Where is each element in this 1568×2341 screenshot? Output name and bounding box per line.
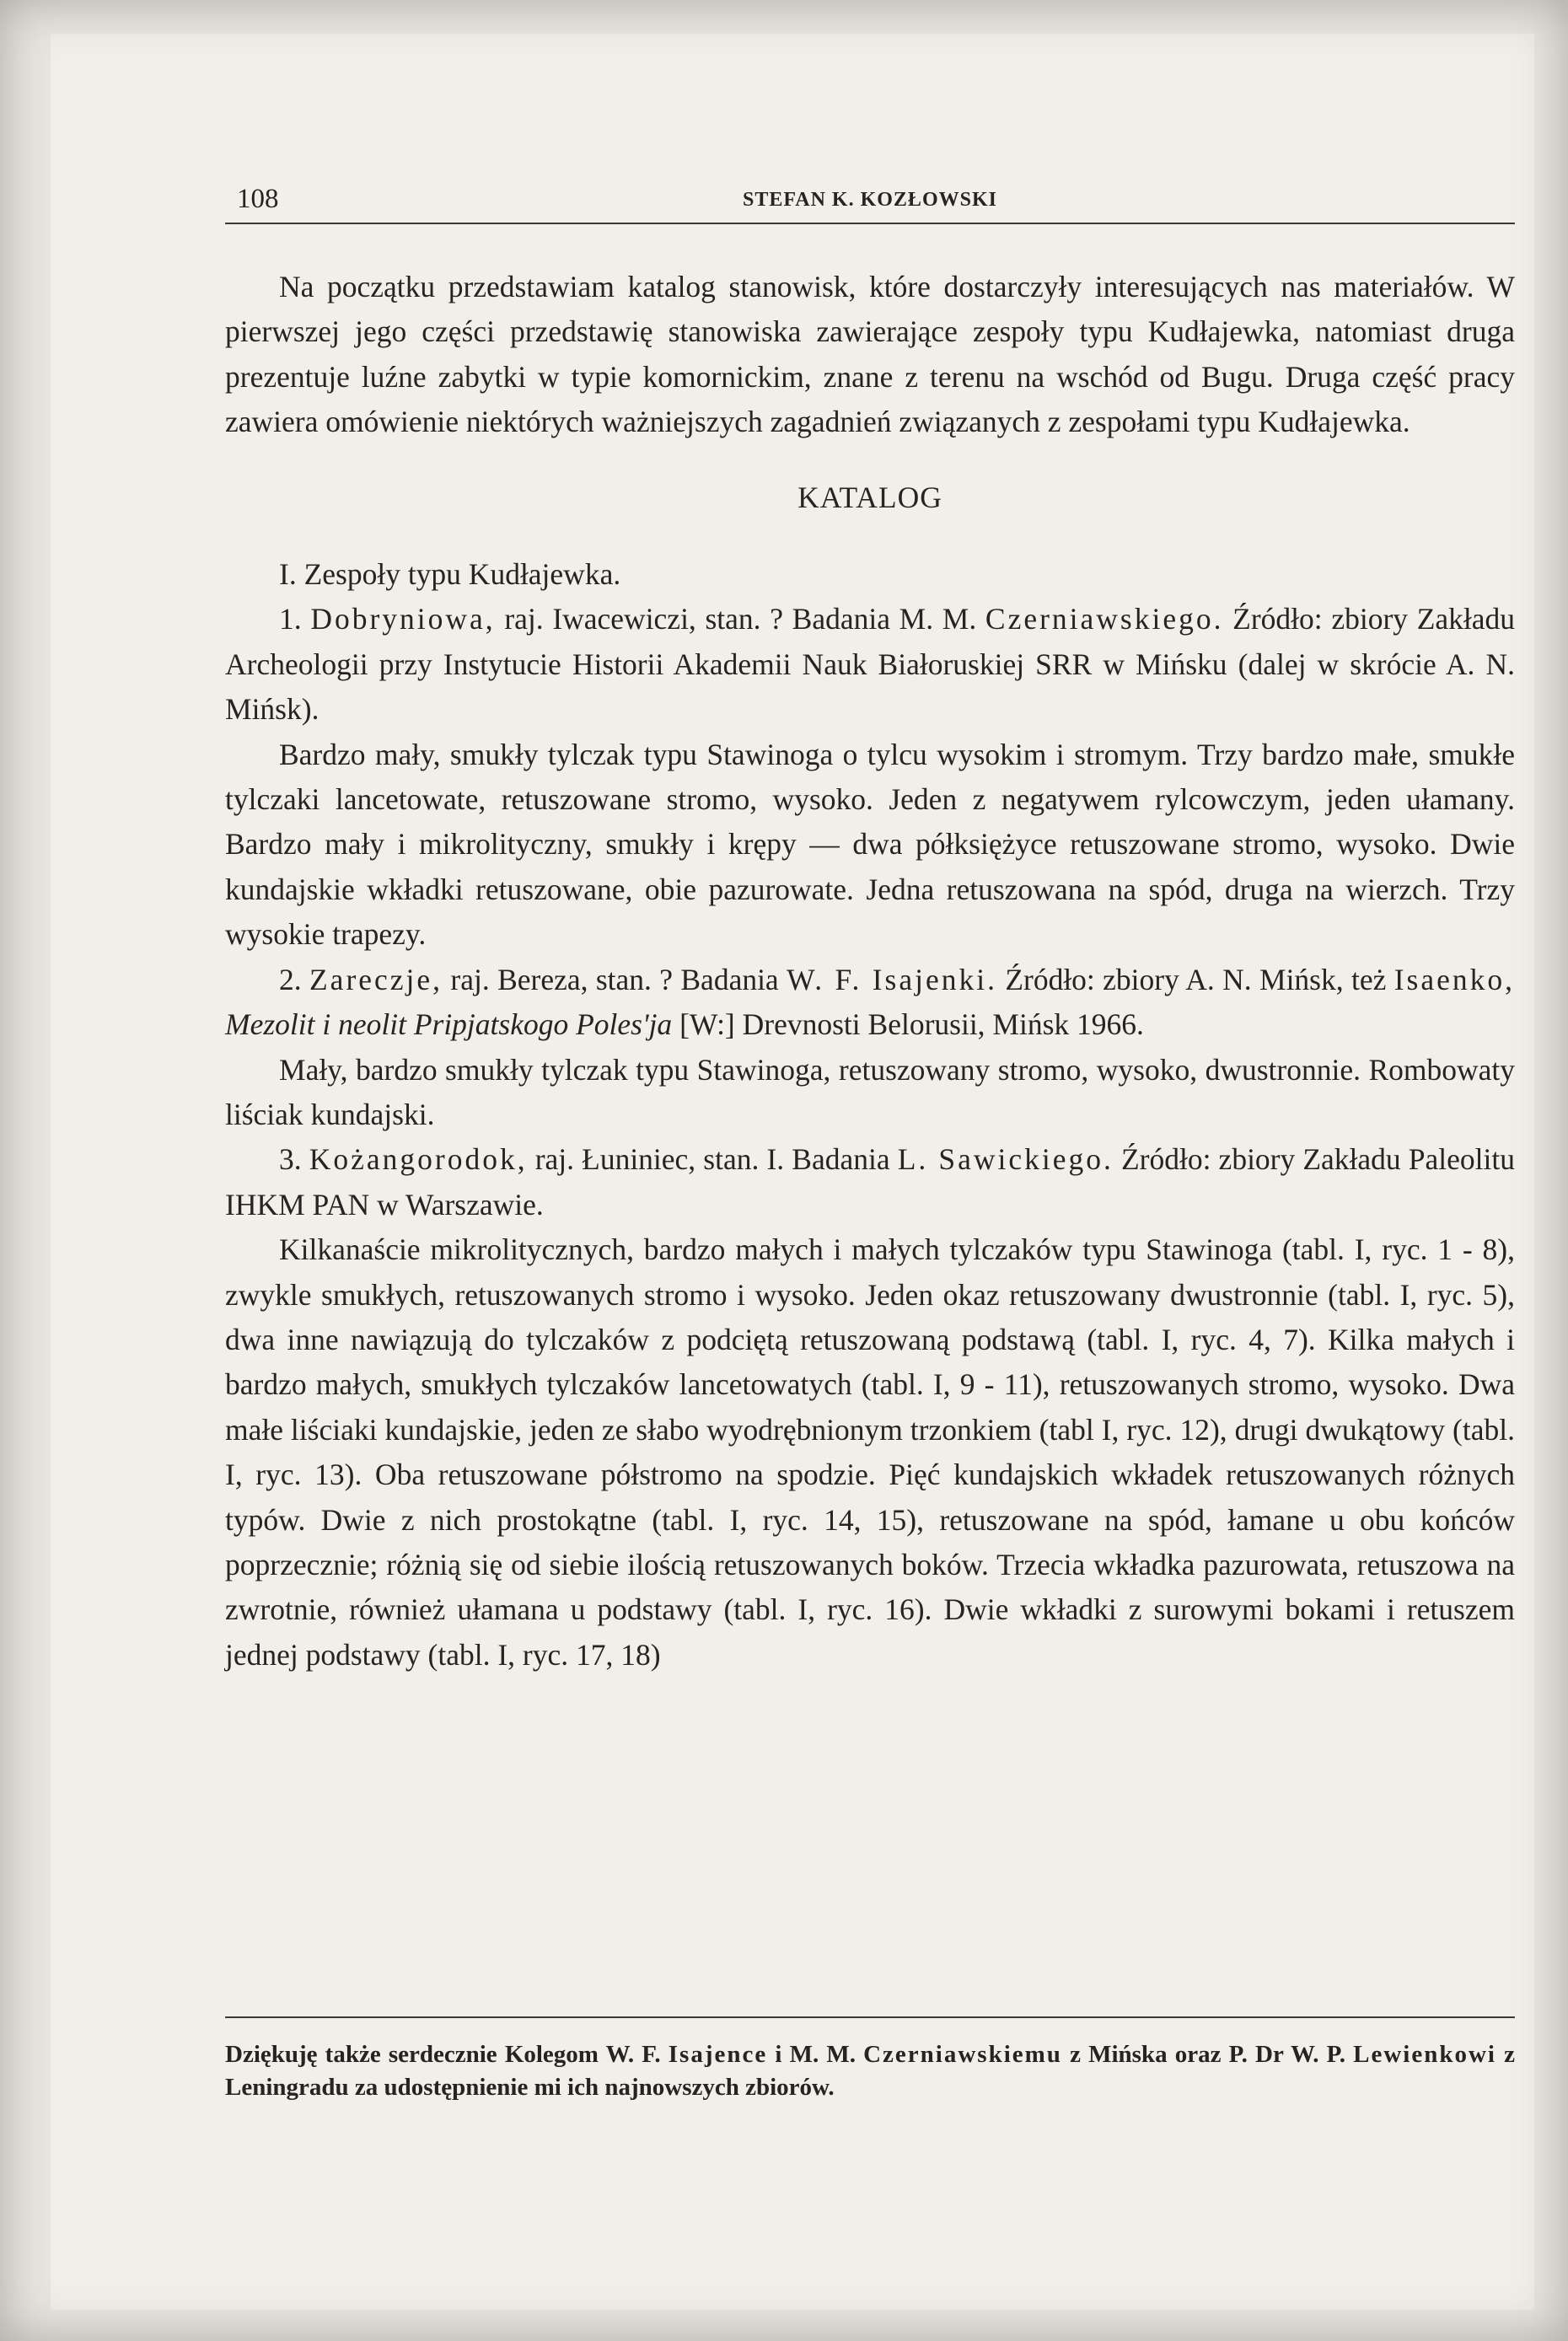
paper-sheet [51,34,1534,2310]
entry-number: 2. [279,962,302,996]
section-title: I. Zespoły typu Kudłajewka. [279,557,621,592]
footnote [225,2038,1515,2104]
entry-text: Źródło: zbiory Zakładu Paleolitu IHKM PAN w Warszawie. [225,1142,1515,1222]
running-title: STEFAN K. KOZŁOWSKI [743,189,997,211]
entry-text: Źródło: zbiory A. N. Mińsk, też [996,962,1394,996]
entry-text: raj. Bereza, stan. ? Badania [443,962,787,996]
entry-description: Bardzo mały, smukły tylczak typu Stawinoga o tylcu wysokim i stromym. Trzy bardzo małe, smukłe tylczaki lancetowate, retuszowane stromo, wysoko. Jeden z negatywem rylcowczym, jeden ułamany. Bardzo mały i mikrolityczny, smukły i krępy — dwa półksiężyce retuszowane stromo, wysoko. Dwie kundajskie wkładki retuszowane, obie pazurowate. Jedna retuszowana na spód, druga na wierzch. Trzy wysokie trapezy. [225,737,1515,952]
site-name: Dobryniowa, [310,602,496,636]
footnote-divider [225,2016,1515,2018]
entry-text: Źródło: zbiory Zakładu Archeologii przy Instytucie Historii Akademii Nauk Białoruskiej SRR w Mińsku (dalej w skrócie A. N. Mińsk). [225,602,1516,727]
researcher-name: W. F. Isajenki. [787,962,997,996]
entry-description: Kilkanaście mikrolitycznych, bardzo małych i małych tylczaków typu Stawinoga (tabl. I, ryc. 1 - 8), zwykle smukłych, retuszowanych stromo i wysoko. Jeden okaz retuszowany dwustronnie (tabl. I, ryc. 5), dwa inne nawiązują do tylczaków z podciętą retuszowaną podstawą (tabl. I, ryc. 4, 7). Kilka małych i bardzo małych, smukłych tylczaków lancetowatych (tabl. I, 9 - 11), retuszowanych stromo, wysoko. Dwa małe liściaki kundajskie, jeden ze słabo wyodrębnionym trzonkiem (tabl I, ryc. 12), drugi dwukątowy (tabl. I, ryc. 13). Oba retuszowane półstromo na spodzie. Pięć kundajskich wkładek retuszowanych różnych typów. Dwie z nich prostokątne (tabl. I, ryc. 14, 15), retuszowane na spód, łamane u obu końców poprzecznie; różnią się od siebie ilością retuszowanych boków. Trzecia wkładka pazurowata, retuszowa na zwrotnie, również ułamana u podstawy (tabl. I, ryc. 16). Dwie wkładki z surowymi bokami i retuszem jednej podstawy (tabl. I, ryc. 17, 18) [225,1232,1515,1672]
catalog-entry-3 [225,1137,1515,1227]
entry-number: 1. [279,602,302,636]
page-number: 108 [237,184,279,214]
entry-number: 3. [279,1142,302,1177]
site-name: Kożangorodok, [309,1142,528,1177]
body-text [225,265,1515,1678]
entry-description: Mały, bardzo smukły tylczak typu Stawinoga, retuszowany stromo, wysoko, dwustronnie. Rombowaty liściak kundajski. [225,1052,1515,1131]
entry-text: [W:] Drevnosti Belorusii, Mińsk 1966. [672,1007,1144,1042]
entry-text: raj. Łuniniec, stan. I. Badania [527,1142,898,1177]
researcher-name: Czerniawskiego. [985,602,1224,636]
site-name: Zareczje, [309,962,443,996]
footnote-text: i M. M. [767,2041,864,2068]
catalog-entry-1 [225,597,1515,732]
running-header [225,182,1515,224]
footnote-text: z Mińska oraz P. Dr W. P. [1061,2041,1354,2068]
footnote-name: Isajence [668,2041,768,2068]
footnote-text: z Leningradu za udostępnienie mi ich najnowszych zbiorów. [225,2041,1515,2101]
footnote-text: Dziękuję także serdecznie Kolegom W. F. [225,2041,669,2068]
intro-paragraph: Na początku przedstawiam katalog stanowisk, które dostarczyły interesujących nas materiałów. W pierwszej jego części przedstawię stanowiska zawierające zespoły typu Kudłajewka, natomiast druga prezentuje luźne zabytki w typie komornickim, znane z terenu na wschód od Bugu. Druga część pracy zawiera omówienie niektórych ważniejszych zagadnień związanych z zespołami typu Kudłajewka. [225,270,1515,439]
footnote-name: Lewienkowi [1353,2041,1496,2068]
author-name: Isaenko, [1393,962,1516,996]
researcher-name: L. Sawickiego. [897,1142,1114,1177]
catalog-entry-2 [225,958,1515,1048]
footnote-name: Czerniawskiemu [863,2041,1062,2068]
catalog-heading: KATALOG [797,480,942,514]
publication-title: Mezolit i neolit Pripjatskogo Poles'ja [225,1007,673,1042]
entry-text: raj. Iwacewiczi, stan. ? Badania M. M. [495,602,985,636]
